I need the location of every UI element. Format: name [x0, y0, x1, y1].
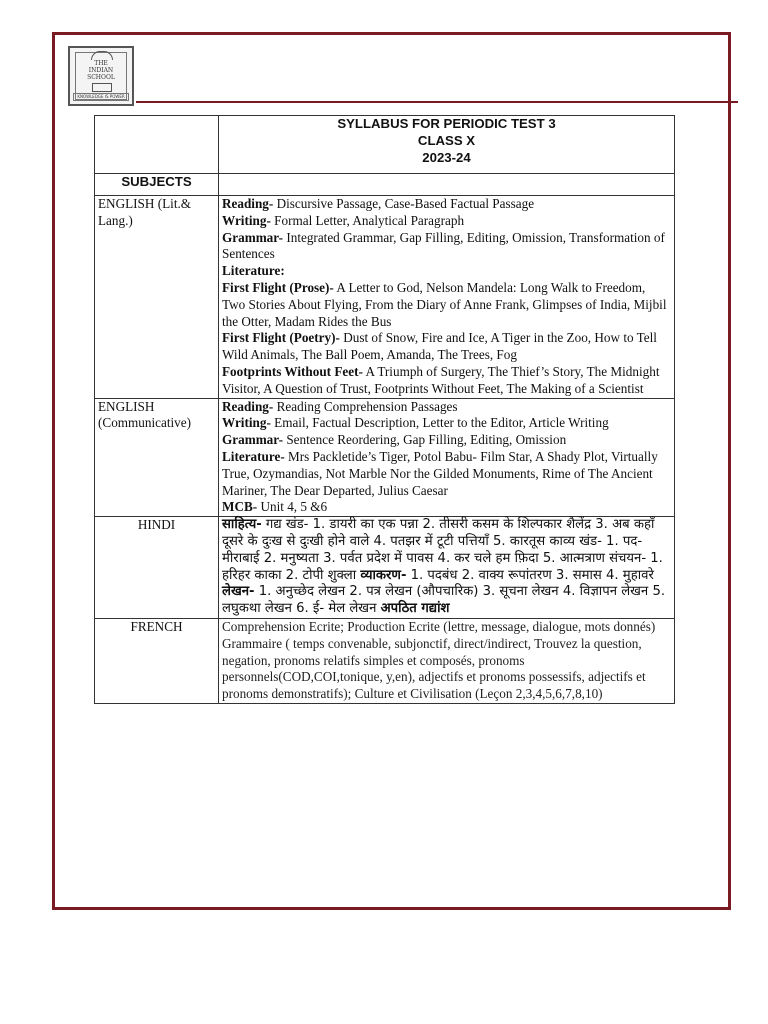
- hindi-vyakaran-text: 1. पदबंध 2. वाक्य रूपांतरण 3. समास 4. मुहावरे: [406, 567, 654, 583]
- english-lit-reading: Reading- Discursive Passage, Case-Based Factual Passage: [222, 196, 535, 211]
- logo-text-the: THE: [94, 60, 108, 67]
- english-lit-literature: Literature:: [222, 263, 285, 279]
- english-comm-writing: Writing- Email, Factual Description, Letter to the Editor, Article Writing: [222, 415, 609, 431]
- syllabus-title: [219, 116, 675, 174]
- english-lit-poetry: First Flight (Poetry)- Dust of Snow, Fire and Ice, A Tiger in the Zoo, How to Tell Wild Animals, The Ball Poem, Amanda, The Trees, Fog: [222, 330, 657, 363]
- header-rule: [136, 101, 738, 103]
- subject-french: FRENCH: [95, 618, 219, 703]
- logo-text-school: SCHOOL: [87, 74, 115, 81]
- english-lit-footprints: Footprints Without Feet- A Triumph of Surgery, The Thief’s Story, The Midnight Visitor, A Question of Trust, Footprints Without Feet, The Making of a Scientist: [222, 363, 660, 396]
- logo-motto: KNOWLEDGE IS POWER: [73, 93, 129, 101]
- hindi-apathit-label: अपठित गद्यांश: [380, 601, 450, 617]
- english-comm-row: [95, 398, 675, 517]
- hindi-row: [95, 517, 675, 619]
- english-comm-content: [219, 398, 675, 517]
- hindi-sahitya-text: गद्य खंड- 1. डायरी का एक पन्ना 2. तीसरी कसम के शिल्पकार शैलेंद्र 3. अब कहाँ दूसरे के दुःख से दुःखी होने वाले 4. पतझर में टूटी पत्तियाँ 5. कारतूस काव्य खंड- 1. पद-मीराबाई 2. मनुष्यता 3. पर्वत प्रदेश में पावस 4. कर चले हम फ़िदा 5. आत्मत्राण संचयन- 1. हरिहर काका 2. टोपी शुक्ला: [222, 517, 663, 583]
- school-logo: [68, 46, 134, 106]
- subjects-header: SUBJECTS: [95, 174, 219, 196]
- title-line-2: CLASS X: [417, 132, 476, 148]
- hindi-vyakaran-label: व्याकरण-: [360, 567, 407, 583]
- hindi-content: [219, 517, 675, 619]
- english-lit-grammar: Grammar- Integrated Grammar, Gap Filling, Editing, Omission, Transformation of Sentences: [222, 229, 665, 262]
- subjects-header-empty: [219, 174, 675, 196]
- subject-hindi: HINDI: [95, 517, 219, 619]
- title-empty-cell: [95, 116, 219, 174]
- english-lit-writing: Writing- Formal Letter, Analytical Paragraph: [222, 212, 465, 228]
- english-comm-mcb: MCB- Unit 4, 5 &6: [222, 499, 328, 515]
- hindi-lekhan-label: लेखन-: [222, 584, 255, 600]
- title-line-3: 2023-24: [422, 149, 471, 165]
- english-lit-prose: First Flight (Prose)- A Letter to God, Nelson Mandela: Long Walk to Freedom, Two Stories About Flying, From the Diary of Anne Frank, Glimpses of India, Mijbil the Otter, Madam Rides the Bus: [222, 279, 667, 329]
- french-content: Comprehension Ecrite; Production Ecrite (lettre, message, dialogue, mots donnés) Grammaire ( temps convenable, subjonctif, direct/indirect, Trouvez la question, negation, pronoms relatifs simples et composés, pronoms personnels(COD,COI,tonique, y,en), adjectifs et pronoms possessifs, adjectifs et pronoms demonstratifs); Culture et Civilisation (Leçon 2,3,4,5,6,7,8,10): [219, 618, 675, 703]
- english-comm-literature: Literature- Mrs Packletide’s Tiger, Potol Babu- Film Star, A Shady Plot, Virtually True, Ozymandias, Not Marble Nor the Gilded Monuments, Rime of The Ancient Mariner, The Dear Departed, Julius Caesar: [222, 448, 658, 498]
- title-row: [95, 116, 675, 174]
- subject-english-comm: ENGLISH (Communicative): [95, 398, 219, 517]
- english-lit-row: [95, 196, 675, 399]
- hindi-lekhan-text: 1. अनुच्छेद लेखन 2. पत्र लेखन (औपचारिक) 3. सूचना लेखन 4. विज्ञापन लेखन 5. लघुकथा लेखन 6. ई- मेल लेखन: [222, 584, 666, 617]
- subject-english-lit: ENGLISH (Lit.& Lang.): [95, 196, 219, 399]
- title-line-1: SYLLABUS FOR PERIODIC TEST 3: [337, 116, 556, 131]
- logo-crest-icon: [91, 51, 113, 60]
- english-comm-reading: Reading- Reading Comprehension Passages: [222, 398, 458, 414]
- syllabus-table: [94, 115, 675, 704]
- english-lit-content: [219, 196, 675, 399]
- hindi-sahitya-label: साहित्य-: [222, 517, 262, 533]
- french-row: [95, 618, 675, 703]
- logo-text-indian: INDIAN: [88, 67, 114, 74]
- logo-book-icon: [92, 83, 112, 92]
- english-comm-grammar: Grammar- Sentence Reordering, Gap Filling, Editing, Omission: [222, 432, 567, 448]
- subjects-header-row: [95, 174, 675, 196]
